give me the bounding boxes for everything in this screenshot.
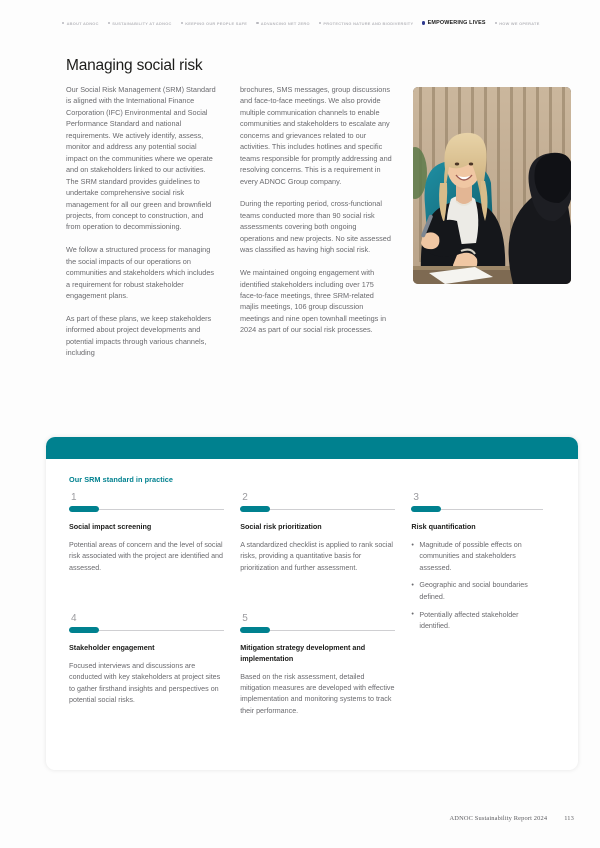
nav-item-label: ABOUT ADNOC — [66, 20, 99, 26]
bullet-dot-icon — [62, 22, 64, 24]
step-1 — [69, 491, 240, 632]
step-progress-line — [411, 506, 559, 512]
body-column-left — [66, 84, 218, 359]
step-progress-line — [240, 506, 411, 512]
step-heading: Social impact screening — [69, 522, 152, 531]
step-progress-line — [69, 627, 240, 633]
nav-item-empowering-lives[interactable] — [422, 20, 485, 26]
bullet-dot-icon — [495, 22, 497, 24]
step-number: 3 — [413, 492, 419, 503]
step-pill-marker — [411, 506, 441, 512]
step-4 — [69, 612, 240, 717]
nav-item-about-adnoc[interactable] — [62, 21, 99, 26]
footer-report-name: ADNOC Sustainability Report 2024 — [449, 815, 548, 822]
step-pill-marker — [240, 627, 270, 633]
bullet-dot-icon — [108, 22, 110, 24]
nav-item-protecting-nature-and-biodiversity[interactable] — [319, 21, 414, 26]
card-title: Our SRM standard in practice — [69, 475, 173, 484]
srm-standard-card — [46, 437, 578, 770]
step-description: Potential areas of concern and the level of social risk associated with the project are identified and assessed. — [69, 541, 224, 572]
nav-item-label: PROTECTING NATURE AND BIODIVERSITY — [323, 20, 414, 26]
bullet-dot-icon — [181, 22, 183, 24]
paragraph: We maintained ongoing engagement with identified stakeholders including over 175 face-to-face meetings, three SRM-related majlis meetings, 106 group discussion meetings and nine open townhall meetings in 2024 as part of our social risk processes. — [240, 268, 387, 335]
paragraph: During the reporting period, cross-functional teams conducted more than 90 social risk assessments covering both ongoing operations and new projects. No site assessed was classified as having high social risk. — [240, 199, 391, 255]
step-5 — [240, 612, 411, 717]
card-header-bar — [46, 437, 578, 459]
step-number: 2 — [242, 492, 248, 503]
step-description: A standardized checklist is applied to rank social risks, providing a quantitative basis for prioritization and further assessment. — [240, 541, 394, 572]
nav-item-label: KEEPING OUR PEOPLE SAFE — [185, 20, 248, 26]
meeting-photo-illustration — [413, 87, 571, 284]
footer-page-number: 113 — [564, 815, 574, 822]
step-pill-marker — [69, 627, 99, 633]
step-number: 4 — [71, 613, 77, 624]
list-item: • Geographic and social boundaries defined. — [411, 580, 543, 603]
step-heading: Stakeholder engagement — [69, 643, 155, 652]
step-heading: Social risk prioritization — [240, 522, 322, 531]
nav-item-advancing-net-zero[interactable] — [256, 21, 310, 26]
step-heading: Mitigation strategy development and implementation — [240, 643, 366, 663]
steps-row-bottom — [69, 612, 559, 717]
nav-item-label: ADVANCING NET ZERO — [260, 20, 310, 26]
paragraph: We follow a structured process for managing the social impacts of our operations on communities and stakeholders which includes a requirement for robust stakeholder engagement plans. — [66, 245, 215, 301]
nav-item-how-we-operate[interactable] — [495, 21, 540, 26]
step-3 — [411, 491, 559, 632]
step-heading: Risk quantification — [411, 522, 476, 531]
step-pill-marker — [69, 506, 99, 512]
step-spacer — [411, 612, 559, 717]
nav-item-sustainability-at-adnoc[interactable] — [108, 21, 172, 26]
nav-item-label: HOW WE OPERATE — [499, 20, 540, 26]
nav-item-label: EMPOWERING LIVES — [427, 20, 486, 26]
list-item: • Magnitude of possible effects on communities and stakeholders assessed. — [411, 540, 543, 574]
nav-item-keeping-our-people-safe[interactable] — [181, 21, 248, 26]
page-footer — [450, 815, 574, 822]
paragraph: As part of these plans, we keep stakeholders informed about project developments and potential impacts through various channels, including — [66, 313, 212, 358]
step-2 — [240, 491, 411, 632]
step-progress-line — [240, 627, 411, 633]
steps-row-top — [69, 491, 559, 632]
paragraph: Our Social Risk Management (SRM) Standard is aligned with the International Finance Corporation (IFC) Environmental and Social Performance Standard and national requirements. We actively identify, assess, monitor and address any potential social impact on the communities where we operate and on stakeholders linked to our activities. The SRM standard provides guidelines to undertake comprehensive social risk management for all our green and brownfield projects, from concept to construction, and from operation to decommissioning. — [66, 85, 216, 232]
bullet-dot-icon — [422, 21, 425, 24]
step-number: 1 — [71, 492, 77, 503]
body-column-right — [240, 84, 392, 336]
step-description: Focused interviews and discussions are conducted with key stakeholders at project sites to gather firsthand insights and perspectives on potential social risks. — [69, 662, 221, 704]
step-pill-marker — [240, 506, 270, 512]
bullet-dot-icon — [319, 22, 321, 24]
bullet-dot-icon — [256, 22, 258, 24]
paragraph: brochures, SMS messages, group discussions and face-to-face meetings. We also provide multiple communication channels to enable communities and stakeholders to escalate any concerns and grievances related to our activities. This includes hotlines and specific teams responsible for promptly addressing and resolving concerns. This is a requirement in every ADNOC Group company. — [240, 85, 392, 186]
section-navigation — [62, 17, 574, 29]
list-item: • Potentially affected stakeholder identified. — [411, 610, 543, 633]
step-number: 5 — [242, 613, 248, 624]
page-title: Managing social risk — [66, 57, 203, 74]
step-progress-line — [69, 506, 240, 512]
step-description: Based on the risk assessment, detailed mitigation measures are developed with effective implementation and monitoring systems to track their performance. — [240, 672, 395, 715]
meeting-photo — [413, 87, 571, 284]
nav-item-label: SUSTAINABILITY AT ADNOC — [112, 20, 172, 26]
